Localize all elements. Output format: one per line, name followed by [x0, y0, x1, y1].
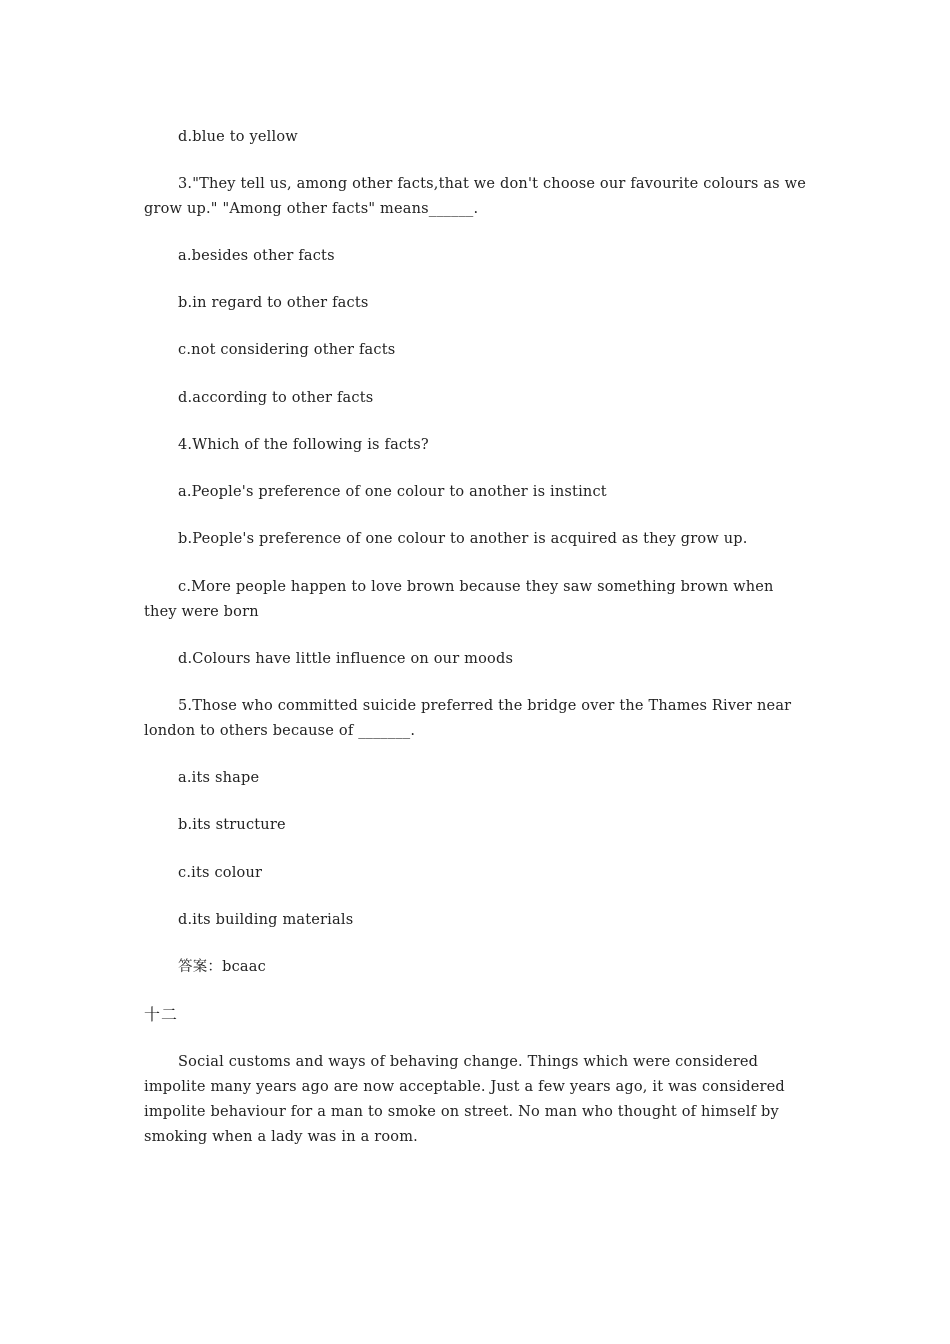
- answer-key: 答案：bcaac: [178, 959, 266, 975]
- question-4-option-d: d.Colours have little influence on our moods: [178, 651, 514, 667]
- question-4-option-c: c.More people happen to love brown because they saw something brown when they were born: [144, 579, 779, 620]
- question-4: 4.Which of the following is facts?: [178, 437, 429, 453]
- question-5: 5.Those who committed suicide preferred the bridge over the Thames River near london to others because of _______.: [144, 698, 797, 739]
- question-3-option-b: b.in regard to other facts: [178, 295, 369, 311]
- question-5-option-b: b.its structure: [178, 817, 286, 833]
- question-3-option-d: d.according to other facts: [178, 390, 374, 406]
- question-5-option-d: d.its building materials: [178, 912, 354, 928]
- question-3-option-c: c.not considering other facts: [178, 342, 396, 358]
- section-heading: 十二: [144, 1005, 179, 1024]
- question-3-option-a: a.besides other facts: [178, 248, 335, 264]
- question-3: 3."They tell us, among other facts,that we don't choose our favourite colours as we grow up." "Among other facts" means______.: [144, 176, 811, 217]
- passage-paragraph: Social customs and ways of behaving change. Things which were considered impolite many years ago are now acceptable. Just a few years ago, it was considered impolite behaviour for a man to smoke on street. No man who thought of himself by smoking when a lady was in a room.: [144, 1054, 790, 1145]
- question-4-option-b: b.People's preference of one colour to another is acquired as they grow up.: [178, 531, 748, 547]
- question-5-option-c: c.its colour: [178, 865, 263, 881]
- question-5-option-a: a.its shape: [178, 770, 260, 786]
- question-4-option-a: a.People's preference of one colour to another is instinct: [178, 484, 607, 500]
- option-d-blue-to-yellow: d.blue to yellow: [178, 129, 298, 145]
